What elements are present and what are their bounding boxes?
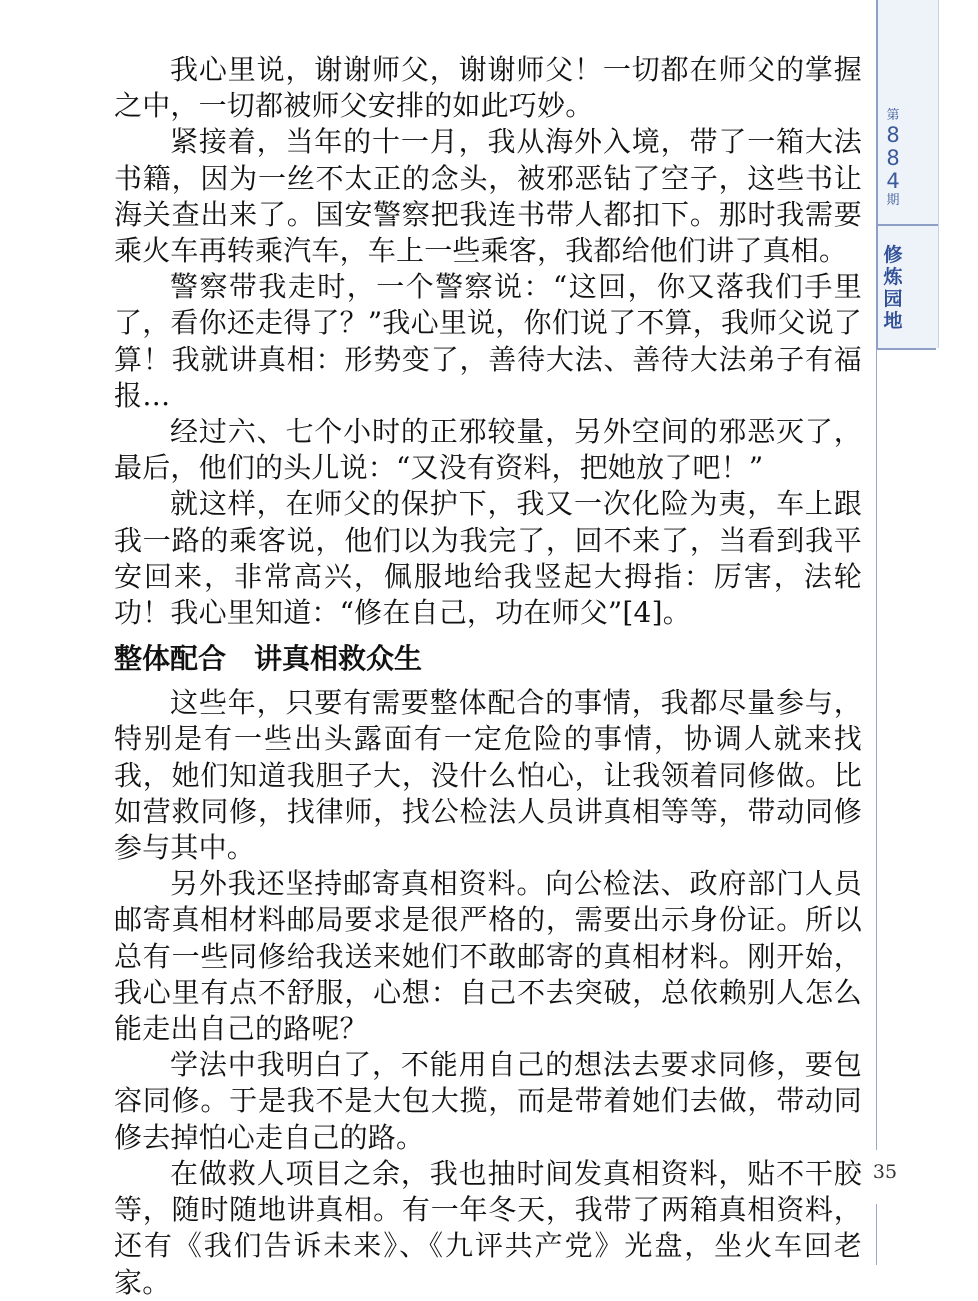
issue-number	[878, 108, 908, 209]
paragraph-4: 经过六、七个小时的正邪较量，另外空间的邪恶灭了，最后，他们的头儿说：“又没有资料，把她放了吧！”	[114, 415, 862, 485]
column-title	[878, 244, 908, 332]
paragraph-5: 就这样，在师父的保护下，我又一次化险为夷，车上跟我一路的乘客说，他们以为我完了，回不来了，当看到我平安回来，非常高兴，佩服地给我竖起大拇指：厉害，法轮功！我心里知道：“修在自己，功在师父”[4]。	[114, 487, 862, 630]
column-title-char: 园	[883, 288, 903, 310]
issue-prefix: 第	[886, 108, 900, 123]
paragraph-9: 在做救人项目之余，我也抽时间发真相资料，贴不干胶等，随时随地讲真相。有一年冬天，我带了两箱真相资料，还有《我们告诉未来》、《九评共产党》光盘，坐火车回老家。	[114, 1156, 862, 1299]
column-title-char: 炼	[883, 266, 903, 288]
paragraph-6: 这些年，只要有需要整体配合的事情，我都尽量参与，特别是有一些出头露面有一定危险的事情，协调人就来找我，她们知道我胆子大，没什么怕心，让我领着同修做。比如营救同修，找律师，找公检法人员讲真相等等，带动同修参与其中。	[114, 686, 862, 865]
issue-digit: 8	[886, 123, 900, 147]
page-number: 35	[872, 1161, 898, 1183]
issue-digit: 4	[886, 169, 900, 193]
column-title-char: 修	[883, 244, 903, 266]
column-title-char: 地	[883, 310, 903, 332]
paragraph-3: 警察带我走时，一个警察说：“这回，你又落我们手里了，看你还走得了？”我心里说，你们说了不算，我师父说了算！我就讲真相：形势变了，善待大法、善待大法弟子有福报…	[114, 270, 862, 412]
paragraph-7: 另外我还坚持邮寄真相资料。向公检法、政府部门人员邮寄真相材料邮局要求是很严格的，需要出示身份证。所以总有一些同修给我送来她们不敢邮寄的真相材料。刚开始，我心里有点不舒服，心想：自己不去突破，总依赖别人怎么能走出自己的路呢？	[114, 867, 862, 1046]
article-body	[114, 52, 862, 1301]
sidebar-divider	[878, 224, 938, 226]
section-heading: 整体配合 讲真相救众生	[114, 642, 423, 676]
paragraph-2: 紧接着，当年的十一月，我从海外入境，带了一箱大法书籍，因为一丝不太正的念头，被邪恶钻了空子，这些书让海关查出来了。国安警察把我连书带人都扣下。那时我需要乘火车再转乘汽车，车上一些乘客，我都给他们讲了真相。	[114, 125, 862, 268]
paragraph-1: 我心里说，谢谢师父，谢谢师父！一切都在师父的掌握之中，一切都被师父安排的如此巧妙。	[114, 53, 862, 123]
issue-sidebar	[876, 0, 939, 348]
margin-rule-lower	[876, 1204, 877, 1265]
sidebar-bottom-rule	[876, 348, 936, 350]
issue-suffix: 期	[886, 193, 900, 208]
paragraph-8: 学法中我明白了，不能用自己的想法去要求同修，要包容同修。于是我不是大包大揽，而是带着她们去做，带动同修去掉怕心走自己的路。	[114, 1048, 862, 1154]
margin-rule	[876, 350, 877, 1150]
issue-digit: 8	[886, 146, 900, 170]
